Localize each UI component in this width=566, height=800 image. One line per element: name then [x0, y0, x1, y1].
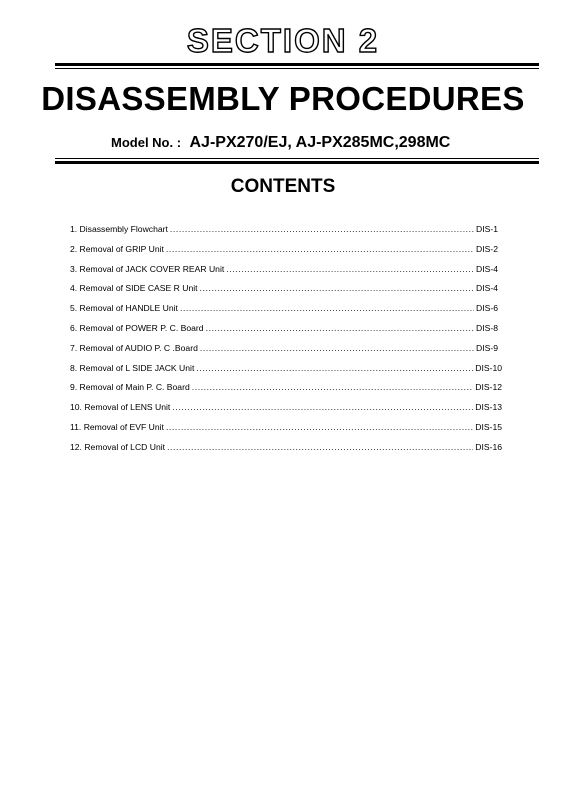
toc-item: [70, 343, 502, 363]
toc-leader-dots: [196, 363, 473, 373]
toc-item-page: DIS-6: [476, 303, 498, 314]
toc-item-page: DIS-15: [475, 421, 502, 432]
toc-item-page: DIS-1: [476, 224, 498, 234]
toc-leader-dots: [180, 303, 474, 313]
divider-thick: [55, 63, 539, 66]
model-value: AJ-PX270/EJ, AJ-PX285MC,298MC: [189, 134, 451, 151]
toc-item-page: DIS-8: [476, 322, 498, 333]
toc-item-page: DIS-2: [476, 243, 498, 254]
toc-item-label: 8. Removal of L SIDE JACK Unit: [70, 362, 195, 373]
toc-leader-dots: [200, 283, 474, 293]
toc-item-page: DIS-12: [475, 382, 502, 393]
section-heading: SECTION 2: [186, 22, 380, 59]
toc-leader-dots: [170, 224, 474, 234]
toc-item: [70, 244, 502, 264]
toc-item-label: 2. Removal of GRIP Unit: [70, 243, 164, 254]
divider-thick-2: [55, 161, 539, 164]
toc-leader-dots: [200, 343, 474, 353]
model-label: Model No. :: [111, 135, 182, 150]
toc-item-label: 10. Removal of LENS Unit: [70, 402, 171, 413]
toc-leader-dots: [206, 323, 474, 333]
toc-item-label: 9. Removal of Main P. C. Board: [70, 382, 190, 393]
toc-item: [70, 402, 502, 422]
toc-item-page: DIS-4: [476, 263, 498, 274]
divider-thin-2: [55, 158, 539, 159]
toc-item: [70, 303, 502, 323]
toc-item: [70, 224, 502, 244]
toc-item: [70, 283, 502, 303]
toc-leader-dots: [166, 422, 473, 432]
table-of-contents: [70, 224, 502, 462]
divider-thin: [55, 68, 539, 69]
toc-item: [70, 264, 502, 284]
toc-item-page: DIS-4: [476, 283, 498, 294]
toc-item: [70, 422, 502, 442]
toc-item: [70, 363, 502, 383]
toc-leader-dots: [226, 264, 474, 274]
toc-item-label: 6. Removal of POWER P. C. Board: [70, 322, 204, 333]
toc-item-label: 11. Removal of EVF Unit: [70, 421, 164, 432]
toc-item-label: 4. Removal of SIDE CASE R Unit: [70, 283, 198, 294]
toc-item: [70, 382, 502, 402]
toc-leader-dots: [167, 442, 473, 452]
toc-item-label: 1. Disassembly Flowchart: [70, 224, 168, 234]
toc-item-label: 12. Removal of LCD Unit: [70, 441, 166, 452]
toc-leader-dots: [166, 244, 474, 254]
toc-item-page: DIS-16: [475, 441, 502, 452]
toc-item-label: 7. Removal of AUDIO P. C .Board: [70, 342, 198, 353]
toc-item-page: DIS-13: [475, 402, 502, 413]
page-title: DISASSEMBLY PROCEDURES: [41, 80, 525, 117]
model-number-line: [111, 134, 450, 152]
toc-item-page: DIS-10: [475, 362, 502, 373]
toc-item: [70, 442, 502, 462]
contents-heading: CONTENTS: [230, 176, 336, 197]
toc-item: [70, 323, 502, 343]
toc-leader-dots: [172, 402, 473, 412]
toc-item-label: 5. Removal of HANDLE Unit: [70, 303, 178, 314]
toc-item-page: DIS-9: [476, 342, 498, 353]
toc-item-label: 3. Removal of JACK COVER REAR Unit: [70, 263, 225, 274]
toc-leader-dots: [192, 382, 474, 392]
